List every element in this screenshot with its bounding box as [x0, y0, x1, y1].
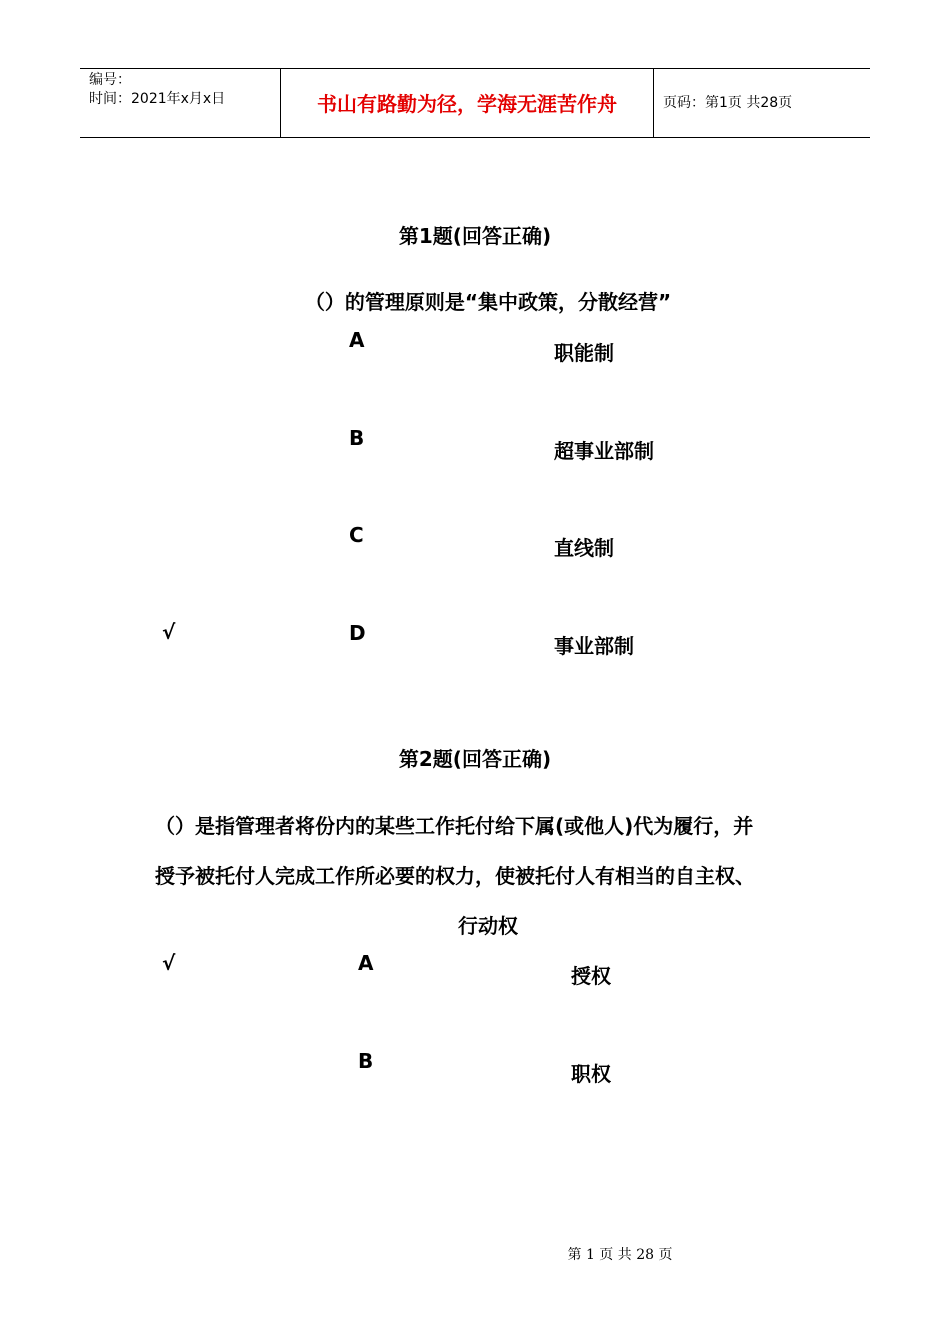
- q2-option-b-letter[interactable]: B: [358, 1049, 374, 1073]
- header-motto-cell: [281, 69, 654, 137]
- q2-option-b-text[interactable]: 职权: [571, 1062, 611, 1086]
- question-2-text-line-2: 授予被托付人完成工作所必要的权力，使被托付人有相当的自主权、: [155, 864, 755, 888]
- q1-option-b-text[interactable]: 超事业部制: [554, 439, 654, 463]
- q2-option-a-letter[interactable]: A: [358, 951, 374, 975]
- q1-option-d-text[interactable]: 事业部制: [554, 634, 634, 658]
- q1-option-b-letter[interactable]: B: [349, 426, 365, 450]
- q1-option-d-letter[interactable]: D: [349, 621, 366, 645]
- header-info-cell: [80, 69, 281, 137]
- q1-option-a-text[interactable]: 职能制: [554, 341, 614, 365]
- page-indicator: 页码：第1页 共28页: [663, 95, 793, 111]
- q2-correct-checkmark: √: [162, 951, 176, 975]
- page-footer: 第 1 页 共 28 页: [567, 1247, 673, 1263]
- q1-option-c-text[interactable]: 直线制: [554, 536, 614, 560]
- q2-option-a-text[interactable]: 授权: [571, 964, 611, 988]
- q1-correct-checkmark: √: [162, 620, 176, 644]
- q1-option-c-letter[interactable]: C: [349, 523, 364, 547]
- question-1-text: （）的管理原则是“集中政策，分散经营”: [304, 290, 672, 314]
- question-2-title: 第2题(回答正确): [398, 747, 552, 771]
- time-label: 时间：2021年x月x日: [89, 91, 226, 107]
- motto-text: 书山有路勤为径，学海无涯苦作舟: [317, 92, 617, 116]
- document-header: [80, 68, 870, 138]
- question-2-text-line-1: （）是指管理者将份内的某些工作托付给下属(或他人)代为履行，并: [155, 814, 754, 838]
- header-page-cell: [654, 69, 870, 137]
- question-1-title: 第1题(回答正确): [398, 224, 552, 248]
- q1-option-a-letter[interactable]: A: [349, 328, 365, 352]
- question-2-text-line-3: 行动权: [458, 914, 518, 938]
- number-label: 编号：: [89, 72, 131, 88]
